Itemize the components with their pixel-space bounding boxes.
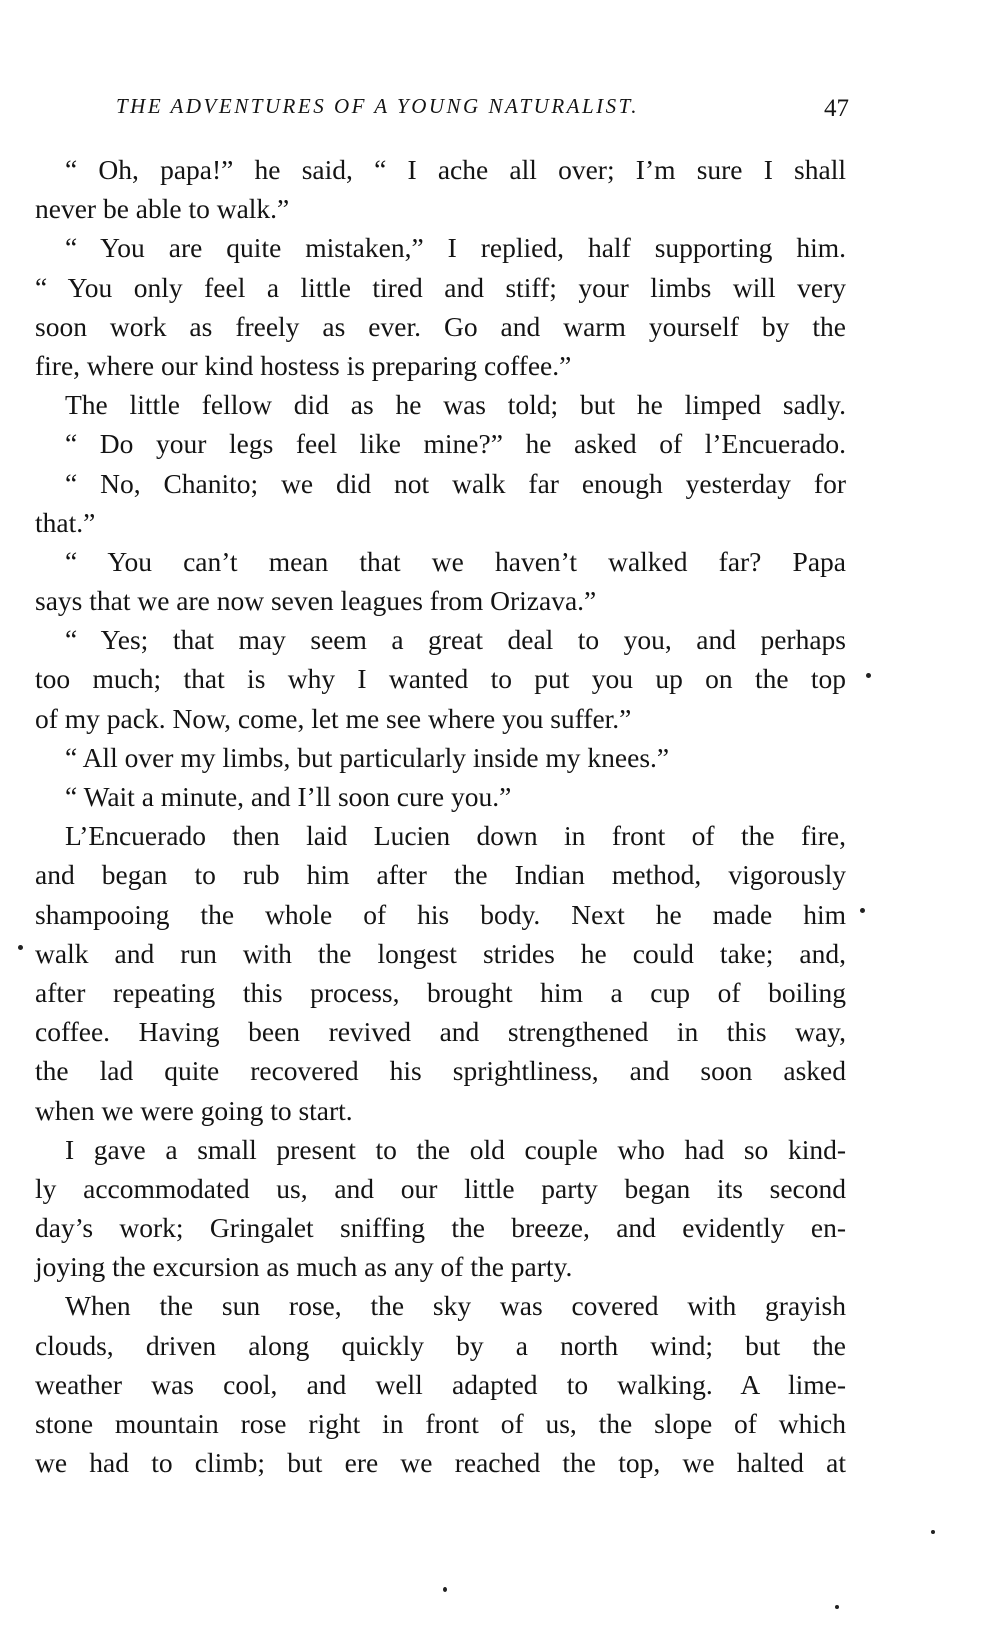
text-line: “ Yes; that may seem a great deal to you, and perhaps <box>65 624 846 656</box>
text-line: “ You only feel a little tired and stiff; your limbs will very <box>35 271 846 303</box>
page-number: 47 <box>824 95 849 122</box>
text-line: fire, where our kind hostess is preparing coffee.” <box>35 349 572 381</box>
scan-speck <box>866 673 871 678</box>
text-line: “ You are quite mistaken,” I replied, half supporting him. <box>65 232 846 264</box>
text-line: soon work as freely as ever. Go and warm yourself by the <box>35 310 846 342</box>
scan-speck <box>18 945 23 950</box>
scan-speck <box>860 908 865 913</box>
text-line: “ Wait a minute, and I’ll soon cure you.” <box>65 781 512 812</box>
text-line: of my pack. Now, come, let me see where you suffer.” <box>35 702 632 734</box>
text-line: clouds, driven along quickly by a north wind; but the <box>35 1329 846 1361</box>
text-line: ly accommodated us, and our little party began its second <box>35 1172 846 1204</box>
text-line: weather was cool, and well adapted to walking. A lime- <box>35 1368 846 1400</box>
scan-speck <box>835 1605 839 1609</box>
text-line: walk and run with the longest strides he could take; and, <box>35 937 846 969</box>
text-line: when we were going to start. <box>35 1094 353 1126</box>
text-line: the lad quite recovered his sprightliness, and soon asked <box>35 1055 846 1087</box>
scan-speck <box>931 1530 935 1534</box>
text-line: coffee. Having been revived and strengthened in this way, <box>35 1016 846 1048</box>
text-line: L’Encuerado then laid Lucien down in front of the fire, <box>65 820 846 852</box>
text-line: after repeating this process, brought him a cup of boiling <box>35 976 846 1008</box>
text-line: “ All over my limbs, but particularly inside my knees.” <box>65 741 670 773</box>
scan-speck <box>443 1587 447 1592</box>
text-line: day’s work; Gringalet sniffing the breeze, and evidently en- <box>35 1212 846 1244</box>
text-line: we had to climb; but ere we reached the top, we halted at <box>35 1447 846 1479</box>
text-line: shampooing the whole of his body. Next he made him <box>35 898 846 930</box>
text-line: and began to rub him after the Indian method, vigorously <box>35 859 846 891</box>
running-title: THE ADVENTURES OF A YOUNG NATURALIST. <box>116 94 640 118</box>
text-line: “ No, Chanito; we did not walk far enough yesterday for <box>65 467 846 499</box>
text-line: When the sun rose, the sky was covered with grayish <box>65 1290 846 1322</box>
text-line: says that we are now seven leagues from Orizava.” <box>35 585 597 617</box>
text-line: too much; that is why I wanted to put you up on the top <box>35 663 846 695</box>
text-line: “ Oh, papa!” he said, “ I ache all over; I’m sure I shall <box>65 154 846 185</box>
text-line: “ You can’t mean that we haven’t walked far? Papa <box>65 545 846 577</box>
text-line: The little fellow did as he was told; but he limped sadly. <box>65 389 846 421</box>
text-line: never be able to walk.” <box>35 193 290 225</box>
page-header <box>116 94 849 134</box>
text-line: stone mountain rose right in front of us, the slope of which <box>35 1408 846 1439</box>
text-line: joying the excursion as much as any of the party. <box>35 1251 573 1283</box>
text-line: I gave a small present to the old couple who had so kind- <box>65 1133 846 1165</box>
body-text <box>35 150 846 1482</box>
text-line: that.” <box>35 506 96 538</box>
text-line: “ Do your legs feel like mine?” he asked of l’Encuerado. <box>65 428 846 460</box>
